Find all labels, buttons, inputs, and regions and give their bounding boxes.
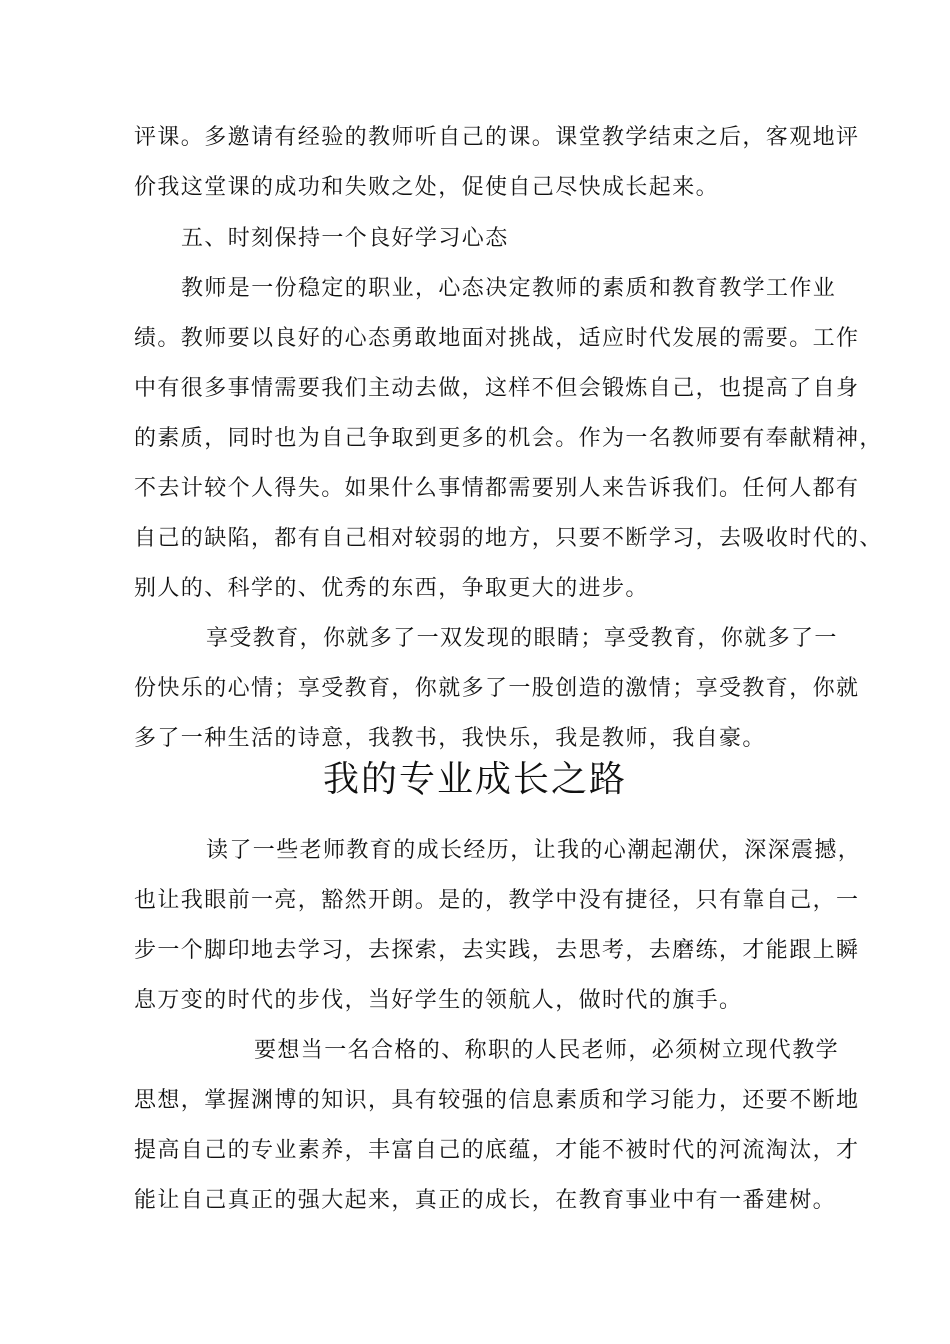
paragraph-line: 价我这堂课的成功和失败之处，促使自己尽快成长起来。 [134, 175, 720, 200]
paragraph-line: 中有很多事情需要我们主动去做，这样不但会锻炼自己，也提高了自身 [134, 376, 860, 401]
paragraph-line: 不去计较个人得失。如果什么事情都需要别人来告诉我们。任何人都有 [134, 476, 860, 501]
paragraph-line: 思想，掌握渊博的知识，具有较强的信息素质和学习能力，还要不断地 [134, 1088, 860, 1113]
paragraph-line: 自己的缺陷，都有自己相对较弱的地方，只要不断学习，去吸收时代的、 [134, 526, 883, 551]
paragraph-line: 的素质，同时也为自己争取到更多的机会。作为一名教师要有奉献精神， [134, 426, 883, 451]
paragraph-line: 提高自己的专业素养，丰富自己的底蕴，才能不被时代的河流淘汰，才 [134, 1138, 860, 1163]
paragraph-line: 享受教育，你就多了一双发现的眼睛；享受教育，你就多了一 [206, 626, 838, 651]
paragraph-line: 多了一种生活的诗意，我教书，我快乐，我是教师，我自豪。 [134, 726, 766, 751]
paragraph-line: 绩。教师要以良好的心态勇敢地面对挑战，适应时代发展的需要。工作 [134, 326, 860, 351]
paragraph-line: 能让自己真正的强大起来，真正的成长，在教育事业中有一番建树。 [134, 1188, 837, 1213]
paragraph-line: 息万变的时代的步伐，当好学生的领航人，做时代的旗手。 [134, 988, 743, 1013]
article-title: 我的专业成长之路 [322, 759, 627, 800]
paragraph-line: 教师是一份稳定的职业，心态决定教师的素质和教育教学工作业 [181, 276, 837, 301]
paragraph-line: 也让我眼前一亮，豁然开朗。是的，教学中没有捷径，只有靠自己，一 [134, 888, 860, 913]
paragraph-line: 要想当一名合格的、称职的人民老师，必须树立现代教学 [254, 1038, 840, 1063]
paragraph-line: 读了一些老师教育的成长经历，让我的心潮起潮伏，深深震撼， [206, 838, 862, 863]
paragraph-line: 步一个脚印地去学习，去探索，去实践，去思考，去磨练，才能跟上瞬 [134, 938, 860, 963]
section-heading: 五、时刻保持一个良好学习心态 [181, 226, 509, 251]
paragraph-line: 别人的、科学的、优秀的东西，争取更大的进步。 [134, 576, 649, 601]
paragraph-line: 评课。多邀请有经验的教师听自己的课。课堂教学结束之后，客观地评 [134, 125, 860, 150]
paragraph-line: 份快乐的心情；享受教育，你就多了一股创造的激情；享受教育，你就 [134, 676, 860, 701]
